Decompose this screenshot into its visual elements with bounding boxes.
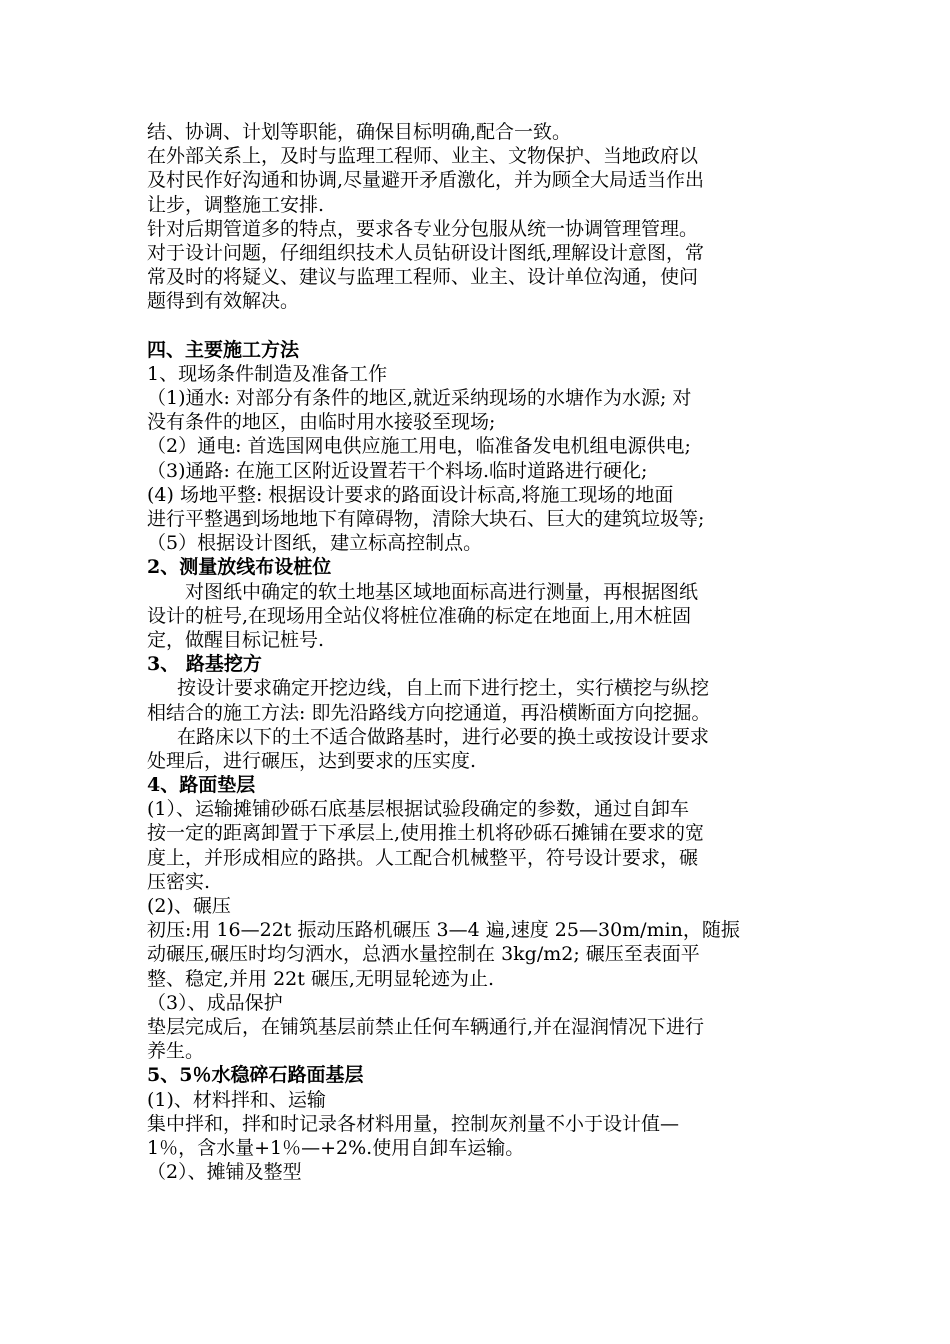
document-page xyxy=(147,120,812,1184)
text-line: 让步，调整施工安排. xyxy=(147,193,325,216)
text-line: 针对后期管道多的特点，要求各专业分包服从统一协调管理管理。 xyxy=(147,217,699,240)
text-line: 动碾压,碾压时均匀洒水，总洒水量控制在 3kg/m2; 碾压至表面平 xyxy=(147,943,700,966)
text-line: （3)通路: 在施工区附近设置若干个料场.临时道路进行硬化; xyxy=(147,459,648,482)
text-line: （2）、摊铺及整型 xyxy=(147,1161,302,1184)
text-line: 进行平整遇到场地地下有障碍物，清除大块石、巨大的建筑垃圾等; xyxy=(147,508,705,530)
text-line: (4) 场地平整: 根据设计要求的路面设计标高,将施工现场的地面 xyxy=(147,483,674,506)
text-line: 按设计要求确定开挖边线，自上而下进行挖土，实行横挖与纵挖 xyxy=(177,677,710,700)
text-line: 相结合的施工方法: 即先沿路线方向挖通道，再沿横断面方向挖掘。 xyxy=(147,701,711,724)
section-heading: 5、5％水稳碎石路面基层 xyxy=(147,1064,364,1087)
text-line: (1)、材料拌和、运输 xyxy=(147,1088,326,1111)
text-line: 养生。 xyxy=(147,1040,205,1063)
text-line: (1）、运输摊铺砂砾石底基层根据试验段确定的参数，通过自卸车 xyxy=(147,798,690,821)
text-line: 集中拌和，拌和时记录各材料用量，控制灰剂量不小于设计值— xyxy=(147,1112,680,1135)
section-heading: 3、 路基挖方 xyxy=(147,653,262,676)
section-heading: 4、路面垫层 xyxy=(147,774,256,797)
text-line: （5）根据设计图纸，建立标高控制点。 xyxy=(147,532,483,555)
text-line: 度上，并形成相应的路拱。人工配合机械整平，符号设计要求，碾 xyxy=(147,846,699,869)
text-line: 设计的桩号,在现场用全站仪将桩位准确的标定在地面上,用木桩固 xyxy=(147,604,692,627)
text-line: 垫层完成后，在铺筑基层前禁止任何车辆通行,并在湿润情况下进行 xyxy=(147,1015,705,1038)
text-line: 整、稳定,并用 22t 碾压,无明显轮迹为止. xyxy=(147,967,495,990)
text-line: （1)通水: 对部分有条件的地区,就近采纳现场的水塘作为水源; 对 xyxy=(147,387,692,410)
text-line: 及村民作好沟通和协调,尽量避开矛盾激化，并为顾全大局适当作出 xyxy=(147,169,705,192)
text-line: 对于设计问题，仔细组织技术人员钻研设计图纸,理解设计意图，常 xyxy=(147,241,705,264)
text-line: 定，做醒目标记桩号. xyxy=(147,628,325,651)
text-line: 按一定的距离卸置于下承层上,使用推土机将砂砾石摊铺在要求的宽 xyxy=(147,822,705,845)
text-line: 处理后，进行碾压，达到要求的压实度. xyxy=(147,749,477,772)
text-line: 1、现场条件制造及准备工作 xyxy=(147,362,388,385)
text-line: （2）通电: 首选国网电供应施工用电，临准备发电机组电源供电; xyxy=(147,435,691,458)
blank-line xyxy=(147,314,812,338)
text-line: 对图纸中确定的软土地基区域地面标高进行测量，再根据图纸 xyxy=(185,580,699,603)
text-line: 题得到有效解决。 xyxy=(147,290,300,313)
section-heading: 四、主要施工方法 xyxy=(147,338,300,361)
text-line: 常及时的将疑义、建议与监理工程师、业主、设计单位沟通，使问 xyxy=(147,266,699,289)
section-heading: 2、测量放线布设桩位 xyxy=(147,556,332,579)
text-line: （3）、成品保护 xyxy=(147,991,283,1014)
text-line: 在路床以下的土不适合做路基时，进行必要的换土或按设计要求 xyxy=(177,725,710,748)
text-line: 在外部关系上，及时与监理工程师、业主、文物保护、当地政府以 xyxy=(147,145,699,168)
text-line: 初压:用 16—22t 振动压路机碾压 3—4 遍,速度 25—30m/min，随振 xyxy=(147,919,740,942)
text-line: 没有条件的地区，由临时用水接驳至现场; xyxy=(147,411,496,434)
text-line: (2)、碾压 xyxy=(147,895,231,917)
text-line: 结、协调、计划等职能，确保目标明确,配合一致。 xyxy=(147,121,572,143)
text-line: 压密实. xyxy=(147,870,211,893)
text-line: 1％，含水量+1％—+2%.使用自卸车运输。 xyxy=(147,1136,525,1159)
